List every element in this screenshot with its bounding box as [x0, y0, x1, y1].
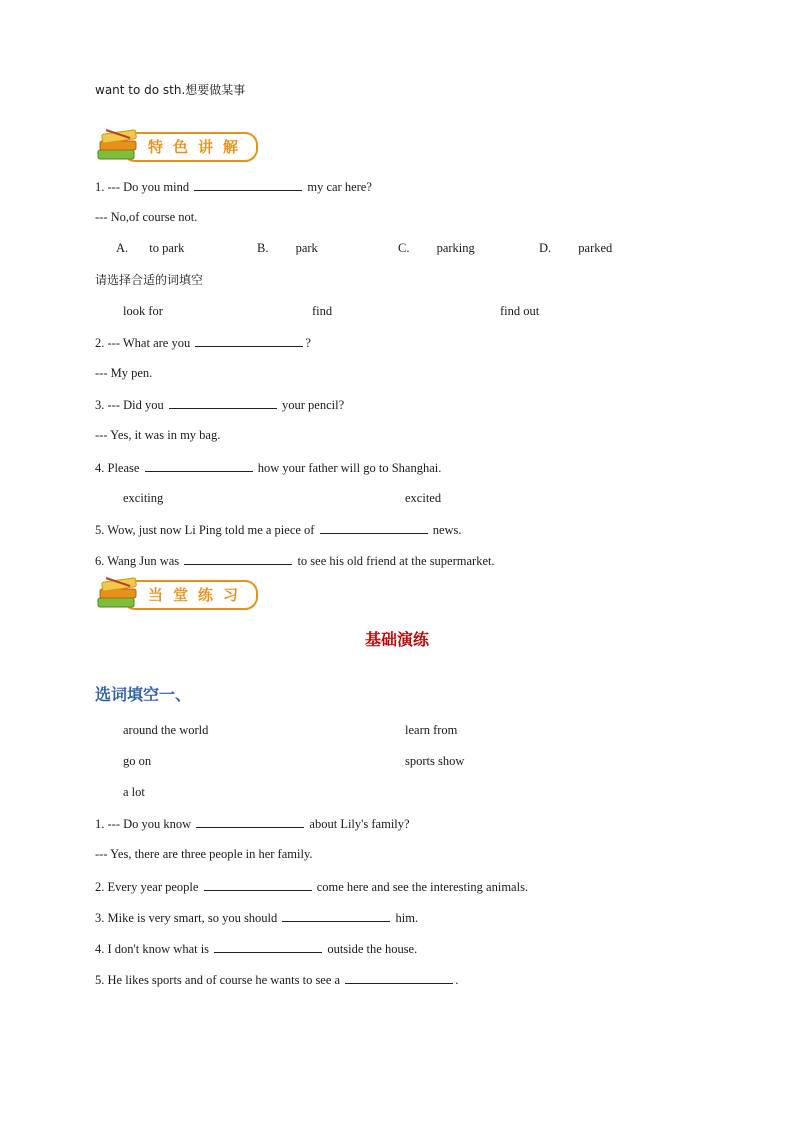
question-3: 3. --- Did you your pencil? — [95, 398, 345, 412]
answer-blank[interactable] — [196, 815, 304, 828]
option-c[interactable]: C. parking — [398, 241, 475, 255]
answer-blank[interactable] — [194, 178, 302, 191]
answer-blank[interactable] — [195, 334, 303, 347]
banner-class-practice — [96, 576, 258, 612]
answer-blank[interactable] — [204, 878, 312, 891]
word-bank-item: sports show — [405, 754, 465, 768]
answer-blank[interactable] — [169, 396, 277, 409]
word-bank-item: find out — [500, 304, 540, 318]
question-1-answer: --- No,of course not. — [95, 210, 198, 224]
word-bank-item: go on — [123, 754, 152, 768]
fill-instruction: 请选择合适的词填空 — [95, 273, 204, 287]
word-bank-item: exciting — [123, 491, 164, 505]
intro-note: want to do sth.想要做某事 — [95, 83, 246, 97]
practice-1-answer: --- Yes, there are three people in her family. — [95, 847, 313, 861]
word-bank-item: excited — [405, 491, 442, 505]
word-bank-item: a lot — [123, 785, 145, 799]
option-a[interactable]: A. to park — [116, 241, 185, 255]
option-b[interactable]: B. park — [257, 241, 318, 255]
word-bank-item: learn from — [405, 723, 458, 737]
answer-blank[interactable] — [145, 459, 253, 472]
question-2-answer: --- My pen. — [95, 366, 153, 380]
section-title: 选词填空一、 — [95, 685, 192, 704]
practice-5: 5. He likes sports and of course he wants to see a . — [95, 973, 459, 987]
answer-blank[interactable] — [345, 971, 453, 984]
word-bank-item: find — [312, 304, 333, 318]
answer-blank[interactable] — [282, 909, 390, 922]
answer-blank[interactable] — [214, 940, 322, 953]
question-1: 1. --- Do you mind my car here? — [95, 180, 372, 194]
question-2: 2. --- What are you ? — [95, 336, 311, 350]
question-3-answer: --- Yes, it was in my bag. — [95, 428, 221, 442]
practice-1: 1. --- Do you know about Lily's family? — [95, 817, 410, 831]
banner-feature-explanation — [96, 128, 258, 164]
answer-blank[interactable] — [320, 521, 428, 534]
question-4: 4. Please how your father will go to Shanghai. — [95, 461, 442, 475]
option-d[interactable]: D. parked — [539, 241, 613, 255]
practice-3: 3. Mike is very smart, so you should him. — [95, 911, 419, 925]
practice-4: 4. I don't know what is outside the house. — [95, 942, 418, 956]
answer-blank[interactable] — [184, 552, 292, 565]
banner-title: 当堂练习 — [148, 586, 249, 604]
practice-2: 2. Every year people come here and see the interesting animals. — [95, 880, 529, 894]
question-6: 6. Wang Jun was to see his old friend at the supermarket. — [95, 554, 495, 568]
banner-title: 特色讲解 — [148, 138, 249, 156]
books-icon — [96, 576, 144, 612]
word-bank-item: around the world — [123, 723, 209, 737]
books-icon — [96, 128, 144, 164]
question-5: 5. Wow, just now Li Ping told me a piece of news. — [95, 523, 462, 537]
word-bank-item: look for — [123, 304, 163, 318]
basic-practice-title: 基础演练 — [364, 630, 429, 649]
